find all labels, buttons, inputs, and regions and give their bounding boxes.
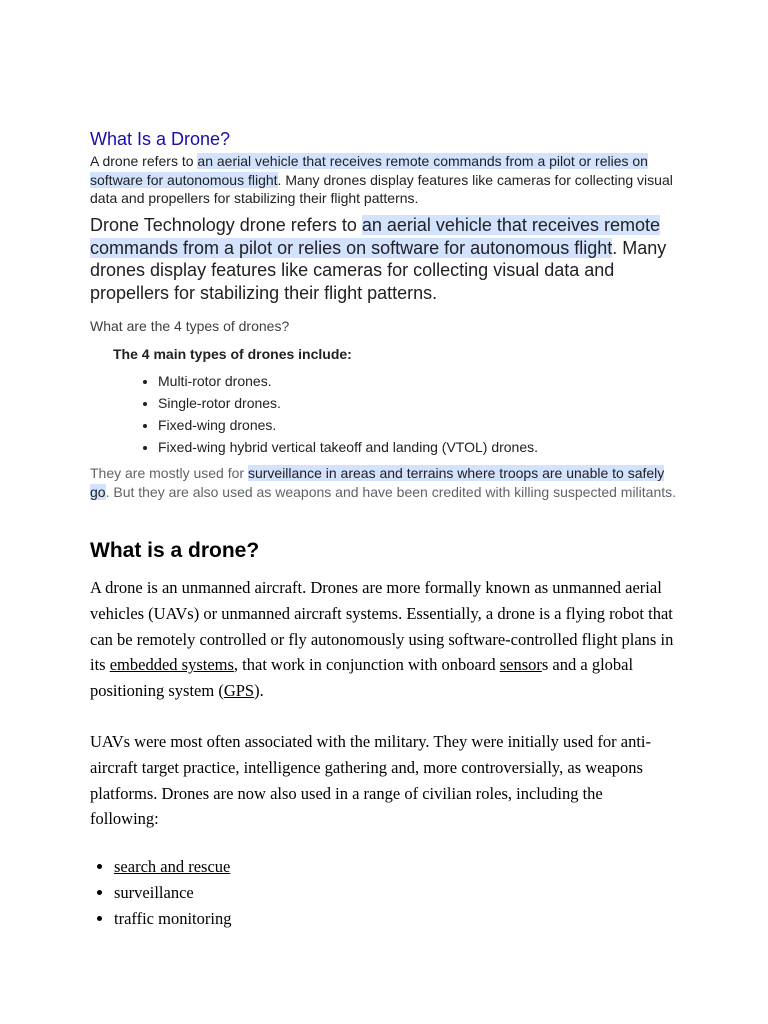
technology-highlight: an aerial vehicle that receives remote commands from a pilot or relies on software for autonomous flight xyxy=(90,215,660,258)
usage-highlight: surveillance in areas and terrains where troops are unable to safely go xyxy=(90,465,665,500)
article-text: , that work in conjunction with onboard xyxy=(233,655,500,675)
list-item xyxy=(114,854,231,880)
section-title-drone-article: What is a drone? xyxy=(90,539,260,562)
list-item: • traffic monitoring xyxy=(114,906,231,932)
list-item: • Multi-rotor drones. xyxy=(158,370,538,392)
list-item: • Fixed-wing drones. xyxy=(158,414,538,436)
sensor-link[interactable]: sensor xyxy=(499,655,542,675)
technology-paragraph xyxy=(90,214,675,304)
usage-prefix: They are mostly used for xyxy=(90,465,248,481)
usage-paragraph xyxy=(90,464,680,501)
definition-suffix: . Many drones display features like cameras for collecting visual data and propellers for stabilizing their flight patterns. xyxy=(90,171,673,206)
gps-link[interactable]: GPS xyxy=(223,681,255,701)
list-item: • surveillance xyxy=(114,880,231,906)
civilian-roles-list xyxy=(90,854,231,931)
article-paragraph-2: UAVs were most often associated with the military. They were initially used for anti-aircraft target practice, intelligence gathering and, more controversially, as weapons platforms. Drones are now also used in a range of civilian roles, including the following: xyxy=(90,732,652,829)
types-heading: The 4 main types of drones include: xyxy=(113,346,352,362)
list-item: • Single-rotor drones. xyxy=(158,392,538,414)
drone-types-list xyxy=(138,370,538,458)
technology-prefix: Drone Technology drone refers to xyxy=(90,215,362,235)
article-paragraph-1 xyxy=(90,575,675,704)
definition-prefix: A drone refers to xyxy=(90,153,198,169)
definition-paragraph xyxy=(90,152,680,208)
search-and-rescue-link[interactable]: search and rescue xyxy=(114,857,231,876)
types-question: What are the 4 types of drones? xyxy=(90,318,290,334)
list-item: • Fixed-wing hybrid vertical takeoff and landing (VTOL) drones. xyxy=(158,436,538,458)
section-title-what-is-a-drone[interactable]: What Is a Drone? xyxy=(90,129,231,149)
article-text: s and a global positioning system ( xyxy=(90,655,634,701)
technology-suffix: . Many drones display features like cameras for collecting visual data and propellers for stabilizing their flight patterns. xyxy=(90,237,667,303)
embedded-systems-link[interactable]: embedded systems xyxy=(109,655,234,675)
article-text: A drone is an unmanned aircraft. Drones are more formally known as unmanned aerial vehicles (UAVs) or unmanned aircraft systems. Essentially, a drone is a flying robot that can be remotely controlled or fly autonomously using software-controlled flight plans in its xyxy=(90,578,674,675)
usage-suffix: . But they are also used as weapons and have been credited with killing suspected militants. xyxy=(105,483,677,500)
definition-highlight: an aerial vehicle that receives remote commands from a pilot or relies on software for autonomous flight xyxy=(90,153,648,188)
article-text: ). xyxy=(254,681,264,701)
